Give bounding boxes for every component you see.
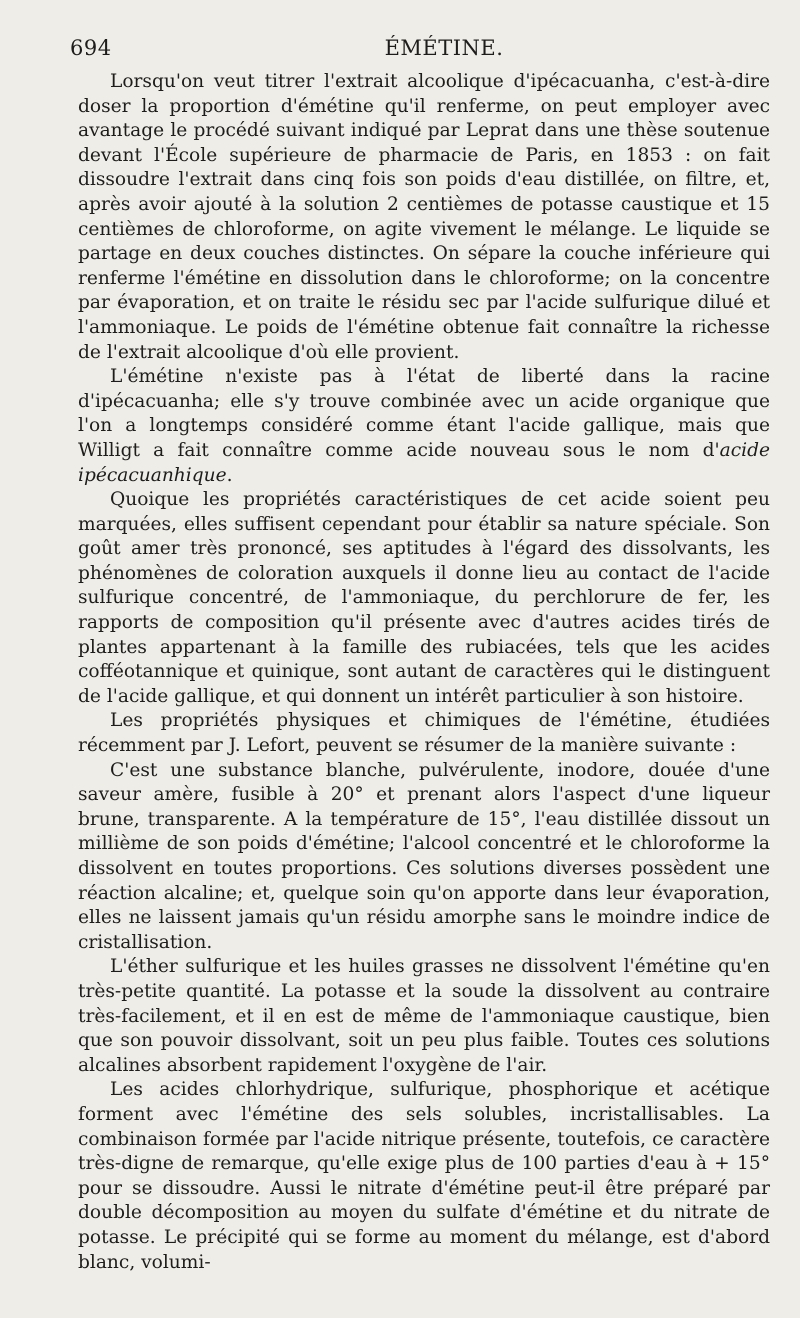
paragraph-7: Les acides chlorhydrique, sulfurique, phosphorique et acétique forment avec l'émétine des sels solubles, incristallisables. La combinaison formée par l'acide nitrique présente, toutefois, ce caractère très-digne de remarque, qu'elle exige plus de 100 parties d'eau à + 15° pour se dissoudre. Aussi le nitrate d'émétine peut-il être préparé par double décomposition au moyen du sulfate d'émétine et du nitrate de potasse. Le précipité qui se forme au moment du mélange, est d'abord blanc, volumi-: [78, 1079, 770, 1273]
paragraph-4: Les propriétés physiques et chimiques de l'émétine, étudiées récemment par J. Lefort, peuvent se résumer de la manière suivante :: [78, 710, 770, 757]
paragraph-6: L'éther sulfurique et les huiles grasses ne dissolvent l'émétine qu'en très-petite quantité. La potasse et la soude la dissolvent au contraire très-facilement, et il en est de même de l'ammoniaque caustique, bien que son pouvoir dissolvant, soit un peu plus faible. Toutes ces solutions alcalines absorbent rapidement l'oxygène de l'air.: [78, 956, 770, 1076]
paragraph-5: C'est une substance blanche, pulvérulente, inodore, douée d'une saveur amère, fusible à 20° et prenant alors l'aspect d'une liqueur brune, transparente. A la température de 15°, l'eau distillée dissout un millième de son poids d'émétine; l'alcool concentré et le chloroforme la dissolvent en toutes proportions. Ces solutions diverses possèdent une réaction alcaline; et, quelque soin qu'on apporte dans leur évaporation, elles ne laissent jamais qu'un résidu amorphe sans le moindre indice de cristallisation.: [78, 759, 770, 953]
paragraph-2: L'émétine n'existe pas à l'état de liberté dans la racine d'ipécacuanha; elle s'y trouve combinée avec un acide organique que l'on a longtemps considéré comme étant l'acide gallique, mais que Willigt a fait connaître comme acide nouveau sous le nom d'acide ipécacuanhique.: [78, 366, 770, 486]
running-title: ÉMÉTINE.: [384, 36, 504, 60]
page-number: 694: [70, 36, 112, 60]
body-text: [78, 70, 770, 1275]
paragraph-1: Lorsqu'on veut titrer l'extrait alcoolique d'ipécacuanha, c'est-à-dire doser la proportion d'émétine qu'il renferme, on peut employer avec avantage le procédé suivant indiqué par Leprat dans une thèse soutenue devant l'École supérieure de pharmacie de Paris, en 1853 : on fait dissoudre l'extrait dans cinq fois son poids d'eau distillée, on filtre, et, après avoir ajouté à la solution 2 centièmes de potasse caustique et 15 centièmes de chloroforme, on agite vivement le mélange. Le liquide se partage en deux couches distinctes. On sépare la couche inférieure qui renferme l'émétine en dissolution dans le chloroforme; on la concentre par évaporation, et on traite le résidu sec par l'acide sulfurique dilué et l'ammoniaque. Le poids de l'émétine obtenue fait connaître la richesse de l'extrait alcoolique d'où elle provient.: [78, 71, 770, 363]
italic-term: acide ipécacuanhique: [78, 439, 770, 486]
paragraph-3: Quoique les propriétés caractéristiques de cet acide soient peu marquées, elles suffisent cependant pour établir sa nature spéciale. Son goût amer très prononcé, ses aptitudes à l'égard des dissolvants, les phénomènes de coloration auxquels il donne lieu au contact de l'acide sulfurique concentré, de l'ammoniaque, du perchlorure de fer, les rapports de composition qu'il présente avec d'autres acides tirés de plantes appartenant à la famille des rubiacées, tels que les acides cofféotannique et quinique, sont autant de caractères qui le distinguent de l'acide gallique, et qui donnent un intérêt particulier à son histoire.: [78, 489, 770, 707]
page-header: [70, 36, 770, 70]
